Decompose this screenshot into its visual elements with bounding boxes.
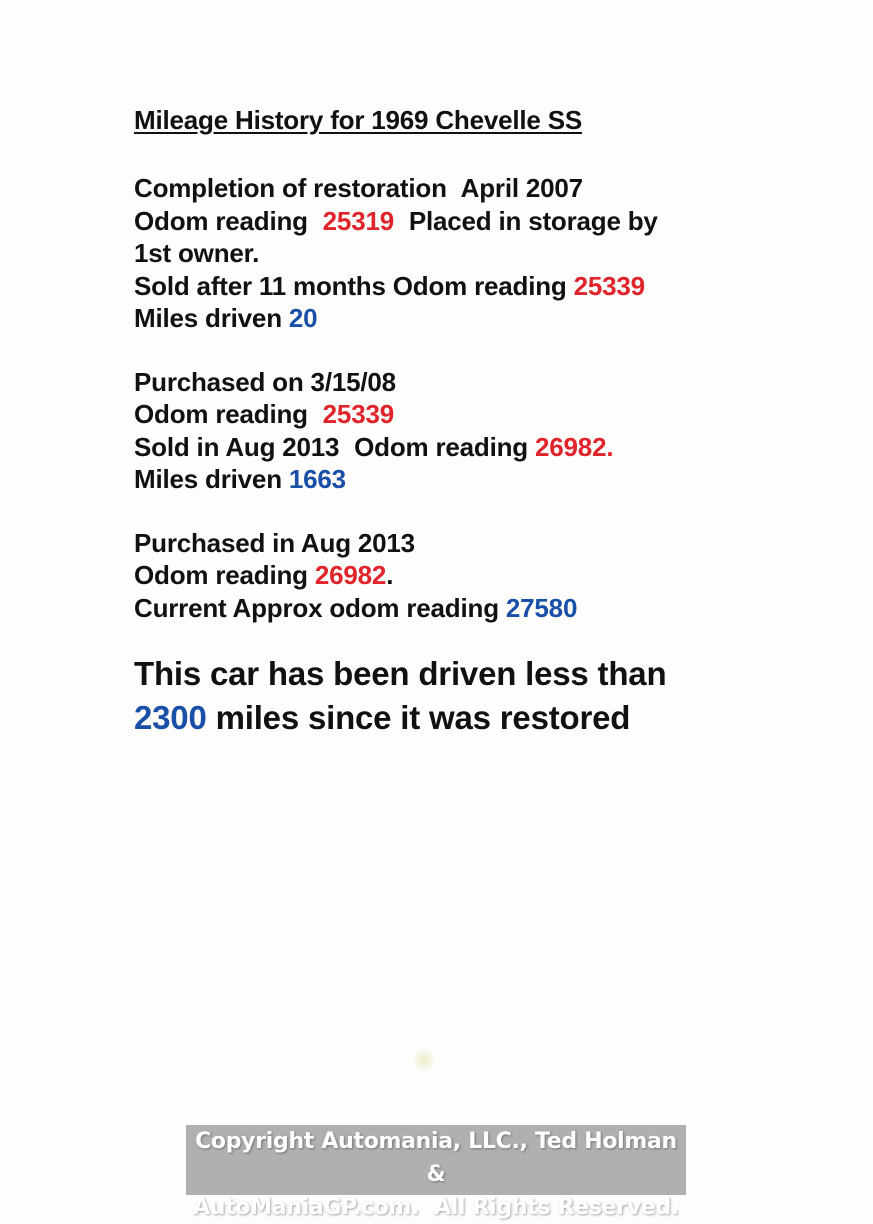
section-first-owner — [134, 172, 834, 335]
miles-value: 1663 — [288, 464, 346, 494]
sold-label: Sold in Aug 2013 — [134, 431, 340, 462]
odom-line — [134, 559, 834, 592]
section-current-owner — [134, 527, 834, 625]
odom-value: 26982 — [314, 560, 387, 590]
summary-line-1: This car has been driven less than — [134, 655, 667, 692]
summary-rest: miles since it was restored — [215, 699, 631, 736]
sold-line — [134, 431, 834, 464]
completion-date: April 2007 — [460, 173, 583, 203]
odom-value: 25319 — [322, 205, 394, 236]
summary-line-2 — [134, 699, 834, 737]
odom-value: 25339 — [322, 399, 394, 429]
sold-value: 26982. — [535, 431, 614, 462]
summary-value: 2300 — [134, 699, 207, 736]
miles-value: 20 — [288, 303, 318, 333]
miles-line — [134, 463, 834, 496]
odom-label: Odom reading — [134, 399, 308, 429]
odom-suffix: . — [386, 560, 394, 590]
purchased-label: Purchased on 3/15/08 — [134, 366, 396, 397]
completion-label: Completion of restoration — [134, 173, 447, 203]
summary-statement — [134, 655, 834, 737]
miles-line — [134, 302, 834, 335]
storage-line-2 — [134, 237, 834, 270]
sold-line — [134, 270, 834, 303]
storage-text-2: 1st owner. — [134, 238, 260, 268]
sold-value: 25339 — [573, 270, 645, 301]
completion-line — [134, 172, 834, 205]
copyright-watermark — [186, 1125, 686, 1220]
mileage-document — [134, 104, 834, 737]
purchased-line — [134, 366, 834, 399]
paper-speck — [414, 1050, 434, 1070]
odom-line — [134, 398, 834, 431]
section-second-owner — [134, 366, 834, 496]
storage-text: Placed in storage by — [408, 205, 658, 236]
odom-label: Odom reading — [134, 560, 308, 590]
watermark-line-1: Copyright Automania, LLC., Ted Holman & — [195, 1129, 677, 1187]
sold-label: Sold after 11 months Odom reading — [134, 270, 567, 301]
purchased-label: Purchased in Aug 2013 — [134, 527, 415, 558]
current-label: Current Approx odom reading — [134, 592, 499, 623]
sold-odom-label: Odom reading — [354, 431, 528, 462]
watermark-line-2: AutoManiaGP.com. All Rights Reserved. — [193, 1195, 679, 1220]
current-value: 27580 — [505, 592, 578, 623]
current-line — [134, 592, 834, 625]
miles-label: Miles driven — [134, 464, 282, 494]
odom-label: Odom reading — [134, 205, 308, 236]
purchased-line — [134, 527, 834, 560]
odom-line — [134, 205, 834, 238]
miles-label: Miles driven — [134, 303, 282, 333]
document-title: Mileage History for 1969 Chevelle SS — [134, 105, 582, 135]
